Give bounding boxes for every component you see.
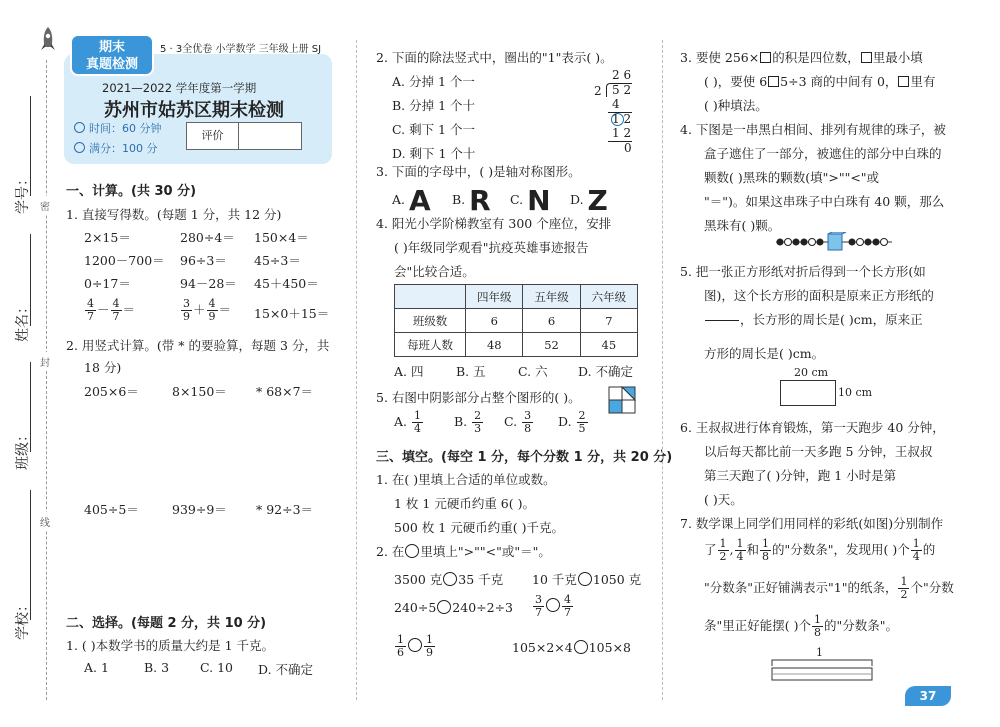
blank-fraction[interactable]: [705, 308, 739, 333]
letter-z: Z: [587, 184, 608, 217]
rectangle-height-label: 10 cm: [838, 386, 873, 399]
exam-header: [64, 30, 332, 160]
answer-box[interactable]: [898, 76, 909, 87]
denominator: 8: [762, 550, 770, 563]
numerator: 1: [414, 409, 421, 422]
school-label: 学校：: [15, 598, 31, 640]
calc-item: 15×0＋15＝: [254, 306, 330, 321]
fill-q4-line: 盒子遮住了一部分，被遮住的部分中白珠的: [704, 146, 942, 161]
name-label: 姓名：: [15, 300, 31, 342]
denominator: 3: [474, 422, 482, 435]
choice-option: B. 五: [456, 364, 486, 379]
exam-title: 苏州市姑苏区期末检测: [104, 100, 284, 121]
class-line: [30, 362, 31, 452]
numerator: 1: [426, 633, 433, 646]
text: 3. 要使 256×: [680, 50, 760, 65]
answer-circle[interactable]: [405, 544, 419, 558]
letter-n: N: [527, 184, 551, 217]
calc-q1-text: 1. 直接写得数。(每题 1 分，共 12 分): [66, 207, 282, 222]
fill-q1-text: 1. 在( )里填上合适的单位或数。: [376, 472, 556, 487]
text: 里有: [910, 74, 936, 89]
section-calc-title: 一、计算。(共 30 分): [66, 184, 197, 199]
answer-circle[interactable]: [408, 638, 422, 652]
student-id-label: 学号：: [15, 172, 31, 214]
denominator: 9: [183, 310, 190, 323]
table-cell: 六年级: [580, 285, 637, 309]
fill-q5-line: 图)，这个长方形的面积是原来正方形纸的: [704, 288, 934, 303]
table-cell: 45: [580, 333, 637, 357]
term-label: 2021—2022 学年度第一学期: [102, 81, 257, 95]
fill-q6-line: 6. 王叔叔进行体育锻炼，第一天跑步 40 分钟，: [680, 420, 945, 435]
choice-option: C. 六: [518, 364, 548, 379]
choice-option: A. 分掉 1 个一: [392, 74, 475, 89]
table-cell: 班级数: [395, 309, 466, 333]
exam-badge: [70, 34, 154, 76]
denominator: 4: [912, 550, 920, 563]
division-step: 4: [612, 97, 620, 111]
column-divider: [356, 40, 357, 700]
frac-option: [454, 410, 484, 435]
fill-q6-line: ( )天。: [704, 492, 743, 507]
time-text: 时间：60 分钟: [89, 122, 162, 135]
text: 的"分数条"，发现用( )个: [772, 542, 910, 557]
denominator: 9: [426, 646, 433, 659]
vertical-calc-item: * 92÷3＝: [256, 502, 314, 517]
evaluation-box: [186, 122, 302, 150]
numerator: 1: [813, 613, 821, 626]
denominator: 8: [524, 422, 532, 435]
left-term: 105×2×4: [512, 640, 573, 655]
binding-margin: [0, 0, 58, 727]
denominator: 5: [578, 422, 586, 435]
table-cell: 五年级: [523, 285, 580, 309]
student-id-line: [30, 96, 31, 196]
denominator: 8: [813, 626, 821, 639]
compare-item: [532, 594, 574, 619]
denominator: 2: [719, 550, 727, 563]
frac-option: [558, 410, 589, 435]
evaluation-label: 评价: [187, 123, 239, 149]
calc-q2-text: 2. 用竖式计算。(带 * 的要验算，每题 3 分，共: [66, 338, 330, 353]
seal-feng: 封: [40, 352, 50, 371]
numerator: 1: [736, 537, 744, 550]
calc-q2-text-cont: 18 分): [84, 360, 122, 375]
numerator: 4: [112, 297, 120, 310]
choice-option: A. 1: [84, 660, 109, 675]
answer-box[interactable]: [768, 76, 779, 87]
answer-circle[interactable]: [443, 572, 457, 586]
denominator: 9: [208, 310, 216, 323]
time-info: [74, 120, 162, 136]
section-fill-title: 三、填空。(每空 1 分，每个分数 1 分，共 20 分): [376, 450, 673, 465]
denominator: 4: [736, 550, 744, 563]
operator: ＋: [193, 302, 206, 317]
fill-q4-line: "＝")。如果这串珠子中白珠有 40 颗，那么: [704, 194, 945, 209]
letter-option: [510, 184, 551, 217]
class-label: 班级：: [15, 428, 31, 470]
table-cell: 6: [466, 309, 523, 333]
right-term: 1050 克: [592, 572, 642, 587]
denominator: 2: [900, 588, 908, 601]
frac-option: [394, 410, 424, 435]
choice-option: C. 10: [200, 660, 233, 675]
text: 里最小填: [872, 50, 923, 65]
text: 条"里正好能摆( )个: [704, 618, 811, 633]
fill-q2-text: [376, 542, 551, 560]
letter-option: [570, 184, 608, 217]
division-step: 1 2: [612, 126, 632, 140]
equals: ＝: [122, 302, 136, 317]
section-choice-title: 二、选择。(每题 2 分，共 10 分): [66, 616, 267, 631]
numerator: 2: [474, 409, 482, 422]
left-term: 240÷5: [394, 600, 437, 615]
fill-q6-line: 第三天跑了( )分钟，跑 1 小时是第: [704, 468, 897, 483]
fill-q1-a: 1 枚 1 元硬币约重 6( )。: [394, 496, 535, 511]
fill-q7-line: [704, 614, 898, 639]
numerator: 1: [900, 575, 908, 588]
compare-item: [532, 570, 641, 588]
calc-item: 280÷4＝: [180, 230, 235, 245]
denominator: 6: [397, 646, 404, 659]
option-label: A.: [394, 414, 408, 429]
fill-q4-line: 颗数( )黑珠的颗数(填">""<"或: [704, 170, 880, 185]
fill-q3-line3: ( )种填法。: [704, 98, 768, 113]
choice-q3-text: 3. 下面的字母中，( )是轴对称图形。: [376, 164, 581, 179]
choice-option: A. 四: [394, 364, 424, 379]
shaded-square-figure: [608, 386, 636, 414]
denominator: 7: [564, 606, 571, 619]
vertical-calc-item: 405÷5＝: [84, 502, 139, 517]
text: 了: [704, 542, 717, 557]
division-dividend: 5 2: [612, 83, 632, 97]
series-label: 5 · 3全优卷 小学数学 三年级上册 SJ: [160, 44, 322, 55]
cut-line: [46, 60, 47, 700]
calc-item: 94－28＝: [180, 276, 237, 291]
answer-circle[interactable]: [574, 640, 588, 654]
calc-item: 96÷3＝: [180, 253, 227, 268]
division-divisor: 2: [594, 84, 602, 98]
compare-item: [394, 570, 503, 588]
division-quotient: 2 6: [612, 68, 632, 82]
compare-item: [512, 640, 631, 655]
letter-option: [452, 184, 491, 217]
table-row: [395, 309, 638, 333]
numerator: 4: [564, 593, 571, 606]
denominator: 7: [87, 310, 94, 323]
left-term: 10 千克: [532, 572, 577, 587]
calc-item: 150×4＝: [254, 230, 309, 245]
choice-q2-text: 2. 下面的除法竖式中，圈出的"1"表示( )。: [376, 50, 613, 65]
text: 的"分数条"。: [823, 618, 898, 633]
choice-q1-text: 1. ( )本数学书的质量大约是 1 千克。: [66, 638, 275, 653]
seal-xian: 线: [40, 512, 50, 531]
paper-strip-figure: [770, 658, 874, 682]
compare-item: [394, 634, 436, 659]
numerator: 1: [762, 537, 770, 550]
calc-item: 45＋450＝: [254, 276, 319, 291]
fill-q4-line: 4. 下图是一串黑白相间、排列有规律的珠子，被: [680, 122, 946, 137]
clock-icon: [74, 122, 85, 133]
compare-item: [394, 600, 513, 615]
answer-box[interactable]: [861, 52, 872, 63]
bead-string-figure: [774, 232, 894, 252]
answer-box[interactable]: [760, 52, 771, 63]
text: 的: [922, 542, 936, 557]
text: 里填上">""<"或"＝"。: [420, 544, 551, 559]
strip-label: 1: [816, 646, 823, 659]
text: 2. 在: [376, 544, 405, 559]
choice-option: D. 剩下 1 个十: [392, 146, 476, 161]
fill-q5-line: [704, 308, 923, 333]
calc-item: 2×15＝: [84, 230, 131, 245]
choice-option: C. 剩下 1 个一: [392, 122, 475, 137]
vertical-calc-item: 8×150＝: [172, 384, 227, 399]
right-term: 35 千克: [458, 572, 504, 587]
evaluation-field[interactable]: [239, 123, 301, 149]
choice-q4-text: 4. 阳光小学阶梯教室有 300 个座位，安排: [376, 216, 612, 231]
table-header-row: [395, 285, 638, 309]
letter-r: R: [469, 184, 491, 217]
option-label: D.: [558, 414, 572, 429]
rocket-icon: [40, 26, 56, 52]
column-divider: [662, 40, 663, 700]
choice-q5-text: 5. 右图中阴影部分占整个图形的( )。: [376, 390, 581, 405]
fill-q7-line: 了 $\frac{1}{2}$ , $\frac{1}{4}$ 和 $\frac{1}{8}$ 的"分数条"，发现用( )个 $\frac{1}{4}$ 的: [704, 537, 936, 563]
numerator: 4: [208, 297, 216, 310]
option-label: A.: [392, 192, 406, 207]
fill-q5-line: 5. 把一张正方形纸对折后得到一个长方形(如: [680, 264, 926, 279]
school-line: [30, 490, 31, 620]
class-size-table: [394, 284, 638, 357]
choice-q4-text-cont: ( )年级同学观看"抗疫英雄事迹报告: [394, 240, 589, 255]
option-label: B.: [454, 414, 468, 429]
score-info: [74, 140, 158, 156]
text: "分数条"正好铺满表示"1"的纸条，: [704, 580, 898, 595]
right-term: 105×8: [588, 640, 632, 655]
long-division: [594, 68, 644, 158]
vertical-calc-item: 939÷9＝: [172, 502, 227, 517]
table-row: [395, 333, 638, 357]
division-remainder: 0: [624, 141, 632, 155]
division-step: 1 2: [612, 112, 632, 126]
equals: ＝: [218, 302, 232, 317]
right-term: 240÷2÷3: [452, 600, 514, 615]
numerator: 3: [183, 297, 190, 310]
calc-item: 45÷3＝: [254, 253, 301, 268]
text: 的积是四位数，: [772, 50, 860, 65]
fill-q5-line: 方形的周长是( )cm。: [704, 346, 825, 361]
choice-option: B. 3: [144, 660, 170, 675]
fill-q7-line: [704, 576, 954, 601]
fill-q4-line: 黑珠有( )颗。: [704, 218, 781, 233]
denominator: 4: [414, 422, 421, 435]
table-cell: 每班人数: [395, 333, 466, 357]
fill-q3-line1: [680, 48, 923, 66]
fill-q1-b: 500 枚 1 元硬币约重( )千克。: [394, 520, 564, 535]
name-line: [30, 234, 31, 326]
calc-item: 0÷17＝: [84, 276, 131, 291]
fill-q7-line: 7. 数学课上同学们用同样的彩纸(如图)分别制作: [680, 516, 944, 531]
choice-option: D. 不确定: [578, 364, 634, 379]
table-cell: 48: [466, 333, 523, 357]
choice-q4-text-cont: 会"比较合适。: [394, 264, 475, 279]
left-term: 3500 克: [394, 572, 443, 587]
numerator: 3: [524, 409, 532, 422]
letter-option: [392, 184, 431, 217]
numerator: 1: [397, 633, 404, 646]
badge-line-2: 真题检测: [85, 57, 138, 72]
numerator: 2: [578, 409, 586, 422]
table-cell: [395, 285, 466, 309]
table-cell: 四年级: [466, 285, 523, 309]
text: 个"分数: [910, 580, 954, 595]
badge-line-1: 期末: [98, 40, 125, 55]
denominator: 7: [535, 606, 542, 619]
numerator: 1: [912, 537, 920, 550]
option-label: C.: [510, 192, 524, 207]
calc-frac-item: [84, 298, 135, 323]
choice-option: D. 不确定: [258, 662, 314, 677]
answer-circle[interactable]: [546, 598, 560, 612]
option-label: B.: [452, 192, 466, 207]
denominator: 7: [112, 310, 120, 323]
table-cell: 6: [523, 309, 580, 333]
operator: －: [97, 302, 110, 317]
numerator: 3: [535, 593, 542, 606]
table-cell: 52: [523, 333, 580, 357]
rectangle-figure: [780, 380, 836, 406]
calc-frac-item: [180, 298, 231, 323]
numerator: 4: [87, 297, 94, 310]
seal-mi: 密: [40, 196, 50, 215]
text: 5÷3 商的中间有 0，: [780, 74, 898, 89]
table-cell: 7: [580, 309, 637, 333]
option-label: D.: [570, 192, 584, 207]
letter-a: A: [409, 184, 431, 217]
frac-option: [504, 410, 534, 435]
text: ( )，要使 6: [704, 74, 768, 89]
text: ，长方形的周长是( )cm，原来正: [740, 312, 923, 327]
option-label: C.: [504, 414, 518, 429]
numerator: 1: [719, 537, 727, 550]
choice-option: B. 分掉 1 个十: [392, 98, 476, 113]
vertical-calc-item: 205×6＝: [84, 384, 139, 399]
answer-circle[interactable]: [578, 572, 592, 586]
fill-q6-line: 以后每天都比前一天多跑 5 分钟，王叔叔: [704, 444, 933, 459]
vertical-calc-item: * 68×7＝: [256, 384, 314, 399]
score-text: 满分：100 分: [89, 142, 158, 155]
answer-circle[interactable]: [437, 600, 451, 614]
rectangle-width-label: 20 cm: [794, 366, 829, 379]
check-icon: [74, 142, 85, 153]
page-number: 37: [905, 686, 951, 706]
calc-item: 1200－700＝: [84, 253, 165, 268]
fill-q3-line2: [704, 72, 935, 90]
